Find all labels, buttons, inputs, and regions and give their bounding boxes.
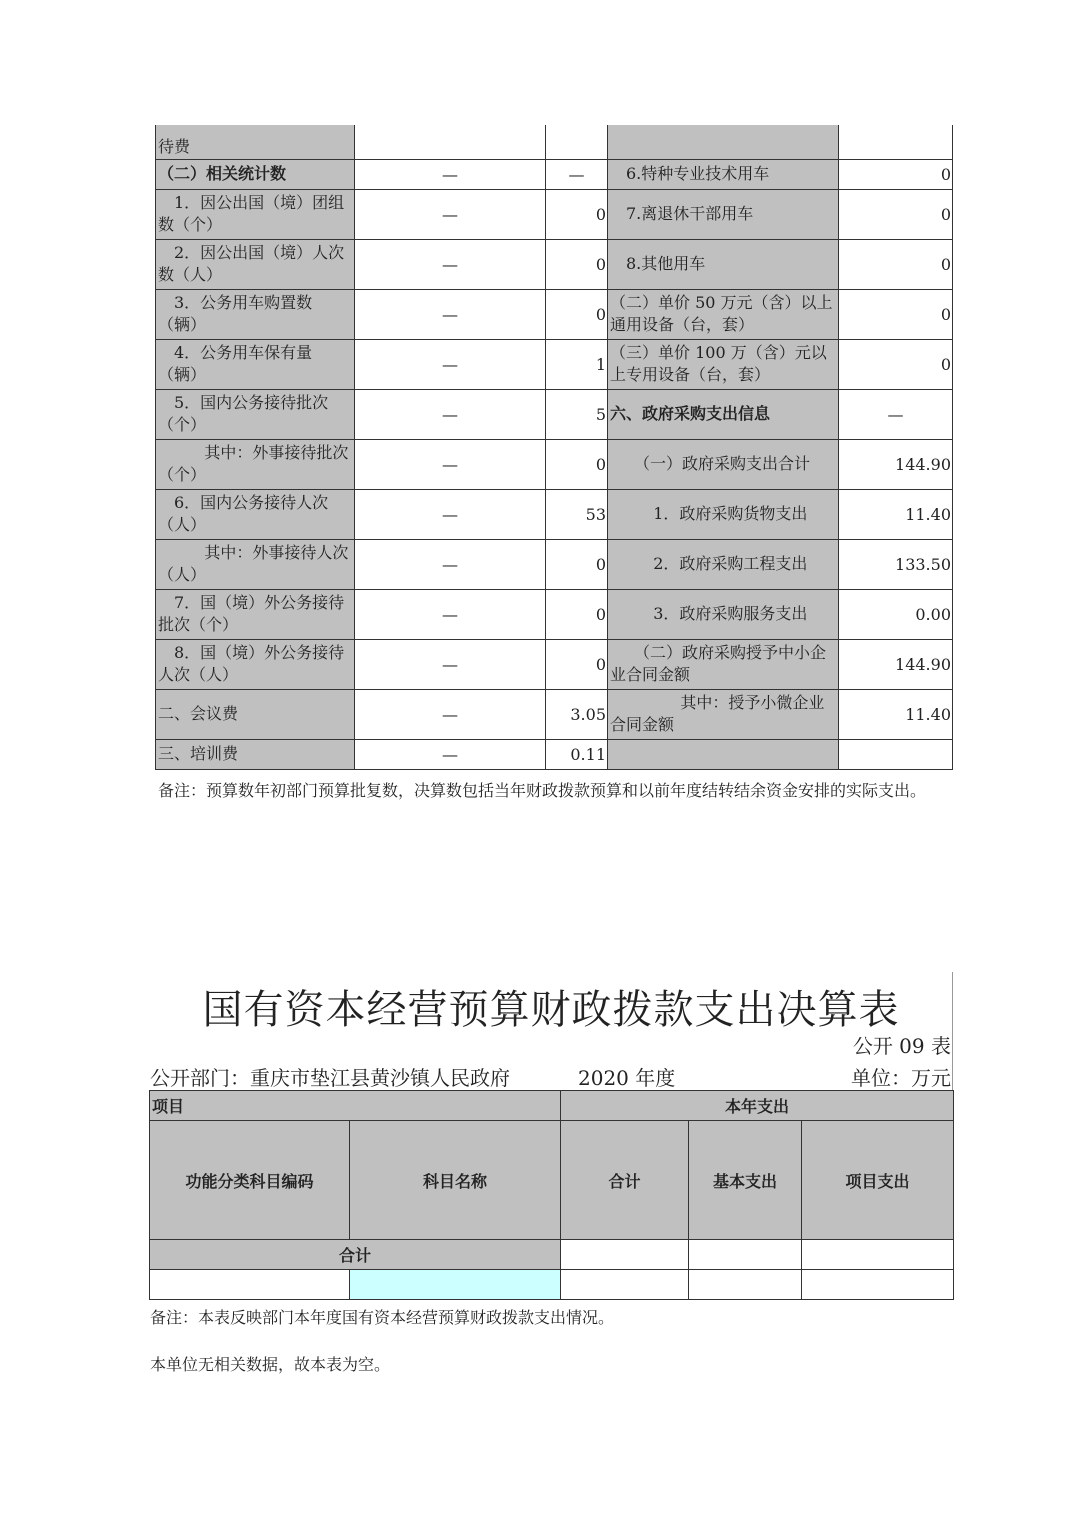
row-label2: 8.其他用车 — [608, 239, 839, 289]
empty-item-cell — [802, 1270, 954, 1300]
row-col3: 3.05 — [546, 689, 608, 739]
divider — [952, 972, 953, 1090]
row-label2: 7.离退休干部用车 — [608, 189, 839, 239]
row-col3: 0 — [546, 589, 608, 639]
total-item-cell — [802, 1240, 954, 1270]
total-basic-cell — [689, 1240, 802, 1270]
row-col3: — — [546, 159, 608, 189]
page-title: 国有资本经营预算财政拨款支出决算表 — [202, 987, 900, 1033]
row-col3: 1 — [546, 339, 608, 389]
row-col2: — — [355, 189, 546, 239]
row-label2: 2．政府采购工程支出 — [608, 539, 839, 589]
header-total: 合计 — [561, 1121, 689, 1240]
row-label2 — [608, 739, 839, 769]
row-label: 6．国内公务接待人次（人） — [156, 489, 355, 539]
row-label2: 其中：授予小微企业合同金额 — [608, 689, 839, 739]
row-col3: 0.11 — [546, 739, 608, 769]
row-col3: 0 — [546, 439, 608, 489]
row-label: 二、会议费 — [156, 689, 355, 739]
header-name: 科目名称 — [350, 1121, 561, 1240]
row-col5: 0 — [839, 159, 953, 189]
row-label: 5．国内公务接待批次（个） — [156, 389, 355, 439]
department-label: 公开部门：重庆市垫江县黄沙镇人民政府 — [150, 1066, 510, 1090]
row-label2: 6.特种专业技术用车 — [608, 159, 839, 189]
row-col2: — — [355, 389, 546, 439]
row-col5: 0.00 — [839, 589, 953, 639]
row-col3: 5 — [546, 389, 608, 439]
row-label2: （一）政府采购支出合计 — [608, 439, 839, 489]
empty-code-cell — [150, 1270, 350, 1300]
unit-label: 单位：万元 — [851, 1066, 951, 1090]
row-label: 2．因公出国（境）人次数（人） — [156, 239, 355, 289]
row-col2 — [355, 125, 546, 159]
row-label: 7．国（境）外公务接待批次（个） — [156, 589, 355, 639]
row-col3: 53 — [546, 489, 608, 539]
row-label2: （三）单价 100 万（含）元以上专用设备（台，套） — [608, 339, 839, 389]
row-col5 — [839, 739, 953, 769]
row-col2: — — [355, 539, 546, 589]
table1-note: 备注：预算数年初部门预算批复数，决算数包括当年财政拨款预算和以前年度结转结余资金安排的实际支出。 — [158, 781, 927, 800]
row-col5: 0 — [839, 239, 953, 289]
empty-name-cell — [350, 1270, 561, 1300]
row-label2 — [608, 125, 839, 159]
row-col5: 144.90 — [839, 439, 953, 489]
row-col2: — — [355, 289, 546, 339]
row-label2: 3．政府采购服务支出 — [608, 589, 839, 639]
state-capital-table — [149, 1090, 954, 1300]
row-col2: — — [355, 739, 546, 769]
year-label: 2020 年度 — [578, 1066, 676, 1090]
header-item: 项目支出 — [802, 1121, 954, 1240]
row-label: 三、培训费 — [156, 739, 355, 769]
header-code: 功能分类科目编码 — [150, 1121, 350, 1240]
empty-table-note: 本单位无相关数据，故本表为空。 — [150, 1355, 391, 1374]
row-col2: — — [355, 489, 546, 539]
row-label: 4．公务用车保有量（辆） — [156, 339, 355, 389]
statistics-table — [155, 125, 953, 770]
empty-total-cell — [561, 1270, 689, 1300]
total-label: 合计 — [150, 1240, 561, 1270]
row-col2: — — [355, 339, 546, 389]
empty-basic-cell — [689, 1270, 802, 1300]
row-label2: （二）单价 50 万元（含）以上通用设备（台，套） — [608, 289, 839, 339]
row-label2: 1．政府采购货物支出 — [608, 489, 839, 539]
row-label: 8．国（境）外公务接待人次（人） — [156, 639, 355, 689]
row-col5: 0 — [839, 339, 953, 389]
row-col5 — [839, 125, 953, 159]
header-basic: 基本支出 — [689, 1121, 802, 1240]
row-col5: 11.40 — [839, 489, 953, 539]
row-col5: 11.40 — [839, 689, 953, 739]
row-label2: （二）政府采购授予中小企业合同金额 — [608, 639, 839, 689]
row-col5: — — [839, 389, 953, 439]
row-col3: 0 — [546, 239, 608, 289]
row-label: 其中：外事接待人次（人） — [156, 539, 355, 589]
row-label: 待费 — [156, 125, 355, 159]
row-col3: 0 — [546, 639, 608, 689]
row-col2: — — [355, 639, 546, 689]
row-col2: — — [355, 689, 546, 739]
total-cell — [561, 1240, 689, 1270]
row-col3: 0 — [546, 189, 608, 239]
row-col2: — — [355, 159, 546, 189]
header-project: 项目 — [150, 1091, 561, 1121]
row-col3: 0 — [546, 289, 608, 339]
row-col2: — — [355, 439, 546, 489]
row-col2: — — [355, 589, 546, 639]
row-label: （二）相关统计数 — [156, 159, 355, 189]
row-col2: — — [355, 239, 546, 289]
row-label: 3．公务用车购置数（辆） — [156, 289, 355, 339]
row-col5: 133.50 — [839, 539, 953, 589]
row-col3 — [546, 125, 608, 159]
row-col3: 0 — [546, 539, 608, 589]
row-col5: 0 — [839, 189, 953, 239]
form-number: 公开 09 表 — [852, 1034, 951, 1058]
row-col5: 0 — [839, 289, 953, 339]
row-label: 1．因公出国（境）团组数（个） — [156, 189, 355, 239]
row-label: 其中：外事接待批次（个） — [156, 439, 355, 489]
header-current-year: 本年支出 — [561, 1091, 954, 1121]
table2-note: 备注：本表反映部门本年度国有资本经营预算财政拨款支出情况。 — [150, 1308, 615, 1327]
row-col5: 144.90 — [839, 639, 953, 689]
row-label2: 六、政府采购支出信息 — [608, 389, 839, 439]
